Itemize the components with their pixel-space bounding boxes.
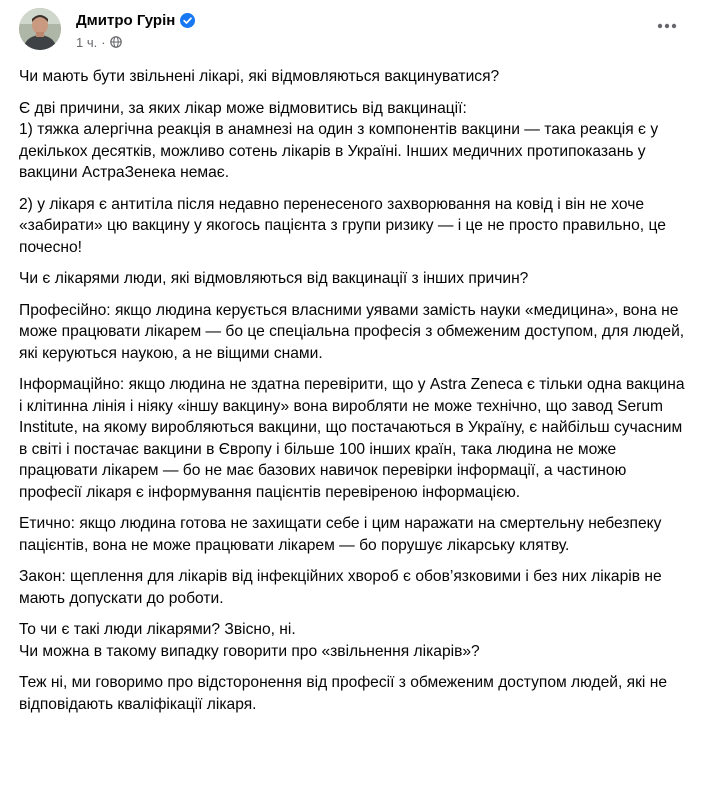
post-options-button[interactable] <box>649 8 685 44</box>
post-meta <box>76 33 636 51</box>
post-paragraph: Теж ні, ми говоримо про відсторонення від професії з обмеженим доступом людей, які не відповідають кваліфікації лікаря. <box>19 674 667 713</box>
verified-badge-icon <box>180 13 195 28</box>
post-paragraph: То чи є такі люди лікарями? Звісно, ні. Чи можна в такому випадку говорити про «звільнення лікарів»? <box>19 621 480 660</box>
author-row <box>76 10 636 30</box>
author-block <box>76 10 636 51</box>
post-paragraph: Інформаційно: якщо людина не здатна перевірити, що у Astra Zeneca є тільки одна вакцина і клітинна лінія і ніяку «іншу вакцину» вона виробляти не може технічно, що завод Serum Institute, на якому виробляються вакцини, що постачаються в Україну, є найбільш сучасним в світі і постачає вакцини в Європу і більше 100 інших країн, така людина не може працювати лікарем — бо не має базових навичок перевірки інформації, а частиною професії лікаря є інформування пацієнтів перевіреною інформацією. <box>19 376 685 501</box>
meta-separator: · <box>101 34 106 50</box>
post-body <box>19 66 687 725</box>
author-avatar[interactable] <box>19 8 61 50</box>
post-paragraph: Етично: якщо людина готова не захищати себе і цим наражати на смертельну небезпеку пацієнтів, вона не може працювати лікарем — бо порушує лікарську клятву. <box>19 515 662 554</box>
post-header <box>19 8 679 52</box>
post-paragraph: Є дві причини, за яких лікар може відмовитись від вакцинації: 1) тяжка алергічна реакція в анамнезі на один з компонентів вакцини — така реакція є у декількох десятків, можливо сотень лікарів в Україні. Інших медичних протипоказань у вакцини АстраЗенека немає. <box>19 99 659 181</box>
post-paragraph: 2) у лікаря є антитіла після недавно перенесеного захворювання на ковід і він не хоче «забирати» цю вакцину у якогось пацієнта з групи ризику — і це не просто правильно, це почесно! <box>19 195 666 256</box>
post-paragraph: Закон: щеплення для лікарів від інфекційних хвороб є обов’язковими і без них лікарів не мають допускати до роботи. <box>19 568 662 607</box>
author-name[interactable]: Дмитро Гурін <box>76 11 176 29</box>
post-paragraph: Чи є лікарями люди, які відмовляються від вакцинації з інших причин? <box>19 270 529 287</box>
more-horizontal-icon <box>657 23 677 29</box>
avatar-photo <box>19 8 61 50</box>
post-paragraph: Чи мають бути звільнені лікарі, які відмовляються вакцинуватися? <box>19 68 500 85</box>
post-paragraph: Професійно: якщо людина керується власними уявами замість науки «медицина», вона не може працювати лікарем — бо це спеціальна професія з обмеженим доступом, для людей, які керуються наукою, а не віщими снами. <box>19 301 685 362</box>
globe-icon[interactable] <box>110 36 122 48</box>
post-timestamp[interactable]: 1 ч. <box>76 34 98 50</box>
